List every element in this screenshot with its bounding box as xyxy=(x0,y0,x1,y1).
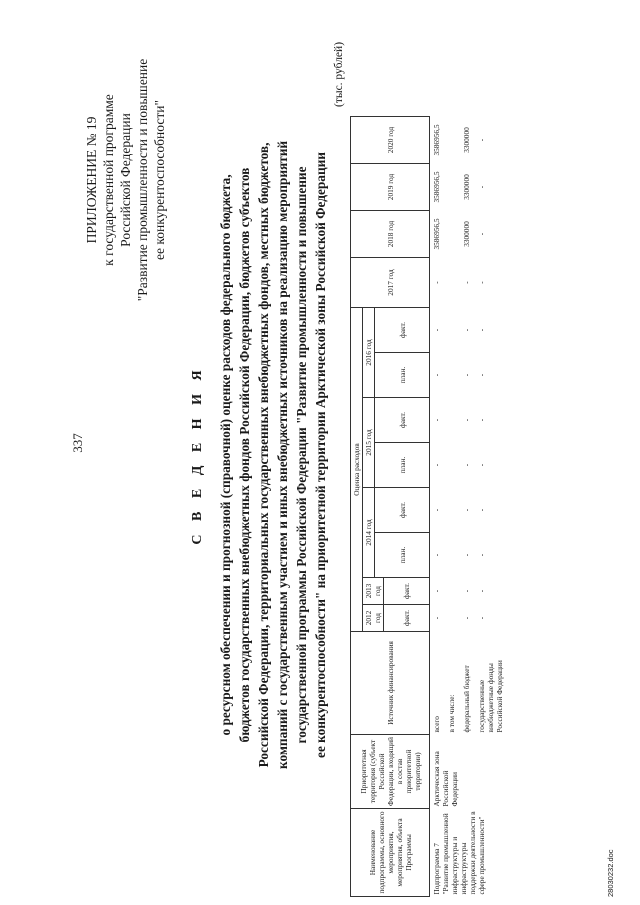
appendix-line: ПРИЛОЖЕНИЕ № 19 xyxy=(84,116,99,244)
title-line: Российской Федерации, территориальных государственных внебюджетных фондов, местных бюджетов, xyxy=(256,142,271,768)
document-title xyxy=(190,65,330,845)
value-cell: - xyxy=(462,553,471,557)
header-plan: план. xyxy=(375,353,430,398)
value-cell xyxy=(445,533,460,578)
header-fact: факт. xyxy=(375,308,430,353)
value-cell: - xyxy=(462,463,471,467)
header-year-2018: 2018 год xyxy=(351,211,430,258)
value-cell: - xyxy=(432,589,441,593)
value-cell xyxy=(445,117,460,164)
value-cell: 3586956,5 xyxy=(432,171,441,203)
value-cell: - xyxy=(462,508,471,512)
value-cell: - xyxy=(477,553,486,557)
source-cell: в том числе: xyxy=(447,694,456,733)
header-fact: факт. xyxy=(375,488,430,533)
header-territory: Приоритетная территория (субъект Российской Федерации, входящий в состав приоритетной территории) xyxy=(351,735,430,809)
value-cell: - xyxy=(432,508,441,512)
value-cell xyxy=(445,164,460,211)
value-cell: - xyxy=(462,373,471,377)
program-name: Подпрограмма 7 "Развитие промышленной инфраструктуры и инфраструктуры поддержки деятельности в сфере промышленности" xyxy=(432,811,486,895)
header-year-2016: 2016 год xyxy=(363,308,375,398)
value-cell: - xyxy=(477,138,486,142)
header-year-2015: 2015 год xyxy=(363,398,375,488)
appendix-line: Российской Федерации xyxy=(118,113,133,247)
value-cell: - xyxy=(432,553,441,557)
source-cell: всего xyxy=(432,716,441,733)
title-line: о ресурсном обеспечении и прогнозной (справочной) оценке расходов федерального бюджета, xyxy=(218,174,233,736)
value-cell: - xyxy=(477,463,486,467)
header-year-2014: 2014 год xyxy=(363,488,375,578)
value-cell: - xyxy=(462,281,471,284)
header-year-2012: 2012 год xyxy=(363,605,384,632)
title-heading: С В Е Д Е Н И Я xyxy=(190,365,205,545)
value-cell: - xyxy=(462,616,471,620)
value-cell: - xyxy=(477,328,486,332)
value-cell: - xyxy=(462,589,471,593)
value-cell: - xyxy=(477,185,486,189)
appendix-line: "Развитие промышленности и повышение xyxy=(135,58,150,302)
title-line: бюджетов государственных внебюджетных фондов Российской Федерации, бюджетов субъектов xyxy=(237,167,252,743)
value-cell: - xyxy=(477,616,486,620)
source-cell: федеральный бюджет xyxy=(462,665,471,733)
value-cell xyxy=(445,443,460,488)
header-year-2019: 2019 год xyxy=(351,164,430,211)
header-year-2013: 2013 год xyxy=(363,578,384,605)
value-cell: - xyxy=(432,281,441,284)
page-number: 337 xyxy=(70,433,85,453)
value-cell: 3586956,5 xyxy=(432,124,441,156)
header-name: Наименование подпрограммы, основного мероприятия, мероприятия, объекта Программы xyxy=(351,809,430,897)
value-cell: - xyxy=(432,418,441,422)
value-cell xyxy=(445,353,460,398)
value-cell: - xyxy=(477,373,486,377)
header-source: Источник финансирования xyxy=(351,632,430,735)
value-cell: - xyxy=(477,281,486,284)
value-cell: - xyxy=(432,328,441,332)
table-row xyxy=(430,117,446,897)
value-cell: - xyxy=(477,508,486,512)
value-cell: 3300000 xyxy=(462,127,471,153)
title-line: ее конкурентоспособности" на приоритетной территории Арктической зоны Российской Федерации xyxy=(313,152,328,758)
territory-name: Арктическая зона Российской Федерации xyxy=(432,751,459,807)
value-cell xyxy=(445,308,460,353)
units-label: (тыс. рублей) xyxy=(333,41,345,107)
value-cell xyxy=(445,605,460,632)
header-fact: факт. xyxy=(384,605,430,632)
value-cell: - xyxy=(462,418,471,422)
appendix-line: ее конкурентоспособности" xyxy=(152,100,167,260)
value-cell: 3586956,5 xyxy=(432,218,441,250)
header-year-2017: 2017 год xyxy=(351,258,430,308)
header-year-2020: 2020 год xyxy=(351,117,430,164)
header-fact: факт. xyxy=(384,578,430,605)
header-plan: план. xyxy=(375,443,430,488)
value-cell: 3300000 xyxy=(462,221,471,247)
value-cell: - xyxy=(432,373,441,377)
header-fact: факт. xyxy=(375,398,430,443)
value-cell: - xyxy=(477,589,486,593)
document-code: 28030232.doc xyxy=(606,849,615,897)
appendix-header xyxy=(83,15,168,345)
value-cell xyxy=(445,488,460,533)
value-cell: - xyxy=(477,232,486,236)
value-cell: - xyxy=(477,418,486,422)
header-estimate: Оценка расходов xyxy=(351,308,363,632)
value-cell xyxy=(445,211,460,258)
title-line: компаний с государственным участием и иных внебюджетных источников на реализацию мероприятий xyxy=(275,140,290,770)
value-cell: 3300000 xyxy=(462,174,471,200)
value-cell xyxy=(445,578,460,605)
title-line: государственной программы Российской Федерации "Развитие промышленности и повышение xyxy=(294,166,309,744)
source-cell: государственные внебюджетные фонды Российской Федерации xyxy=(477,660,504,733)
funding-table xyxy=(350,116,508,897)
value-cell: - xyxy=(432,616,441,620)
appendix-line: к государственной программе xyxy=(101,94,116,266)
value-cell: - xyxy=(462,328,471,332)
value-cell xyxy=(445,398,460,443)
value-cell: - xyxy=(432,463,441,467)
value-cell xyxy=(445,258,460,308)
header-plan: план. xyxy=(375,533,430,578)
